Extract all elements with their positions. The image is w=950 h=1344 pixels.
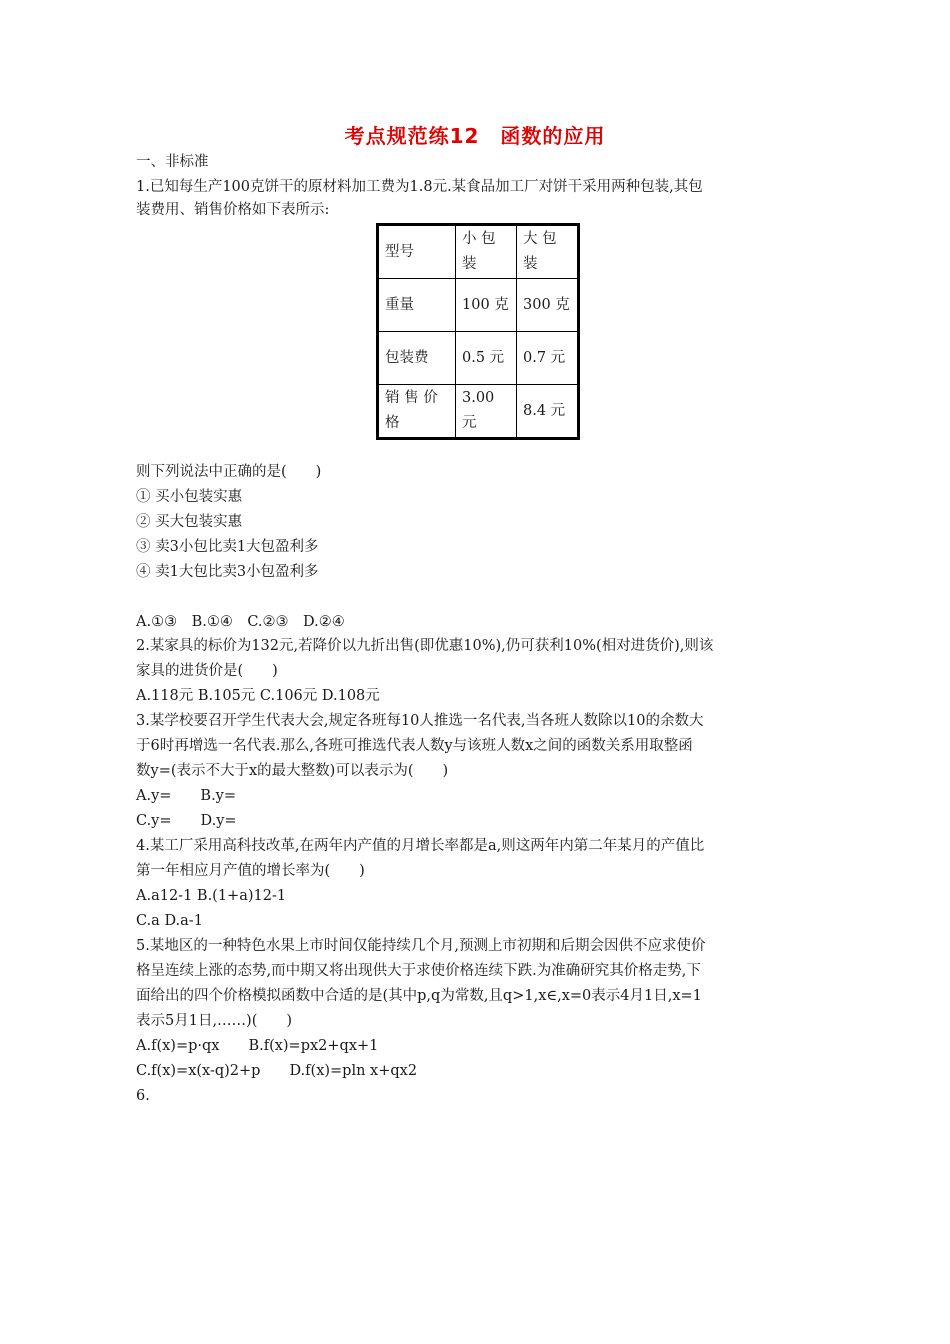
q1-statement-4: ④ 卖1大包比卖3小包盈利多 <box>136 564 319 580</box>
q1-text-line-1: 1.已知每生产100克饼干的原材料加工费为1.8元.某食品加工厂对饼干采用两种包装,其包 <box>136 179 703 195</box>
q5-text-line-3: 面给出的四个价格模拟函数中合适的是(其中p,q为常数,且q>1,x∈,x=0表示4月1日,x=1 <box>136 988 702 1004</box>
table-cell: 销 售 价 格 <box>378 385 456 439</box>
table-cell: 小 包 装 <box>456 225 517 279</box>
q2-options: A.118元 B.105元 C.106元 D.108元 <box>136 688 380 704</box>
page-title: 考点规范练12 函数的应用 <box>344 124 606 148</box>
q1-stem: 则下列说法中正确的是( ) <box>136 464 322 480</box>
q5-options-1: A.f(x)=p·qx B.f(x)=px2+qx+1 <box>136 1038 379 1054</box>
table-cell: 0.7 元 <box>517 332 579 385</box>
table-cell: 8.4 元 <box>517 385 579 439</box>
table-row <box>378 225 579 279</box>
q1-statement-3: ③ 卖3小包比卖1大包盈利多 <box>136 539 319 555</box>
q4-options-1: A.a12-1 B.(1+a)12-1 <box>136 888 287 904</box>
table-row <box>378 385 579 439</box>
q6-number: 6. <box>136 1088 150 1104</box>
q4-text-line-2: 第一年相应月产值的增长率为( ) <box>136 863 365 879</box>
q5-text-line-2: 格呈连续上涨的态势,而中期又将出现供大于求使价格连续下跌.为准确研究其价格走势,下 <box>136 963 701 979</box>
q1-text-line-2: 装费用、销售价格如下表所示: <box>136 202 330 218</box>
table-cell: 大 包 装 <box>517 225 579 279</box>
q2-text-line-2: 家具的进货价是( ) <box>136 663 278 679</box>
q3-text-line-2: 于6时再增选一名代表.那么,各班可推选代表人数y与该班人数x之间的函数关系用取整函 <box>136 738 693 754</box>
q1-statement-2: ② 买大包装实惠 <box>136 514 243 530</box>
table-cell: 重量 <box>378 279 456 332</box>
q5-text-line-1: 5.某地区的一种特色水果上市时间仅能持续几个月,预测上市初期和后期会因供不应求使价 <box>136 938 706 954</box>
q1-options: A.①③ B.①④ C.②③ D.②④ <box>136 614 345 630</box>
packaging-table <box>376 223 580 440</box>
q5-text-line-4: 表示5月1日,……)( ) <box>136 1013 293 1029</box>
q3-text-line-1: 3.某学校要召开学生代表大会,规定各班每10人推选一名代表,当各班人数除以10的余数大 <box>136 713 704 729</box>
table-cell: 包装费 <box>378 332 456 385</box>
table-cell: 0.5 元 <box>456 332 517 385</box>
q4-options-2: C.a D.a-1 <box>136 913 203 929</box>
table-cell: 型号 <box>378 225 456 279</box>
q5-options-2: C.f(x)=x(x-q)2+p D.f(x)=pln x+qx2 <box>136 1063 418 1079</box>
q3-text-line-3: 数y=(表示不大于x的最大整数)可以表示为( ) <box>136 763 449 779</box>
q4-text-line-1: 4.某工厂采用高科技改革,在两年内产值的月增长率都是a,则这两年内第二年某月的产值比 <box>136 838 705 854</box>
q1-statement-1: ① 买小包装实惠 <box>136 489 243 505</box>
q2-text-line-1: 2.某家具的标价为132元,若降价以九折出售(即优惠10%),仍可获利10%(相对进货价),则该 <box>136 638 714 654</box>
table-cell: 100 克 <box>456 279 517 332</box>
table-cell: 300 克 <box>517 279 579 332</box>
q3-options-2: C.y= D.y= <box>136 813 237 829</box>
table-cell: 3.00 元 <box>456 385 517 439</box>
table-row <box>378 279 579 332</box>
table-row <box>378 332 579 385</box>
q3-options-1: A.y= B.y= <box>136 788 237 804</box>
section-heading: 一、非标准 <box>136 154 209 170</box>
